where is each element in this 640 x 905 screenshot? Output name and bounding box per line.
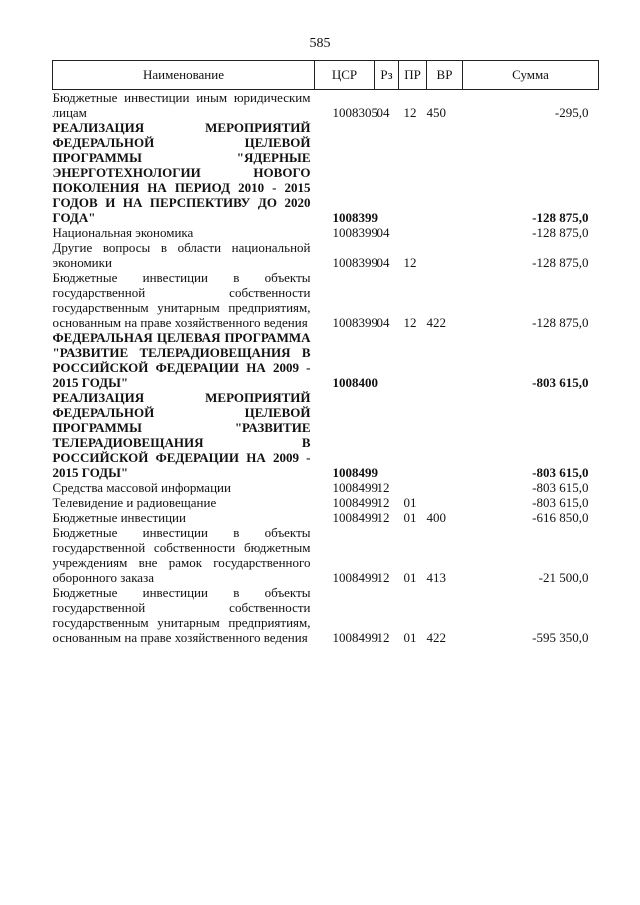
table-row [53,330,599,390]
row-rz: 04 [376,255,390,270]
row-rz: 12 [376,495,390,510]
table-row [53,225,599,240]
row-csr: 1008399 [332,225,378,240]
row-vr: 422 [426,315,446,330]
header-sum: Сумма [463,61,599,90]
row-vr: 450 [426,105,446,120]
row-name-text: РЕАЛИЗАЦИЯ МЕРОПРИЯТИЙ ФЕДЕРАЛЬНОЙ ЦЕЛЕВОЙ ПРОГРАММЫ "ЯДЕРНЫЕ ЭНЕРГОТЕХНОЛОГИИ НОВОГО ПОКОЛЕНИЯ НА ПЕРИОД 2010 - 2015 ГОДОВ И НА ПЕРСПЕКТИВУ ДО 2020 ГОДА" [52,120,311,225]
table-row [53,90,599,121]
row-csr: 1008399 [332,210,378,225]
row-name [53,480,315,495]
row-csr: 1008499 [332,510,378,525]
row-sum: -21 500,0 [538,570,589,585]
row-vr [427,495,463,510]
row-sum: -128 875,0 [532,210,589,225]
table-row [53,390,599,480]
row-pr: 01 [403,570,417,585]
table-row [53,480,599,495]
row-rz: 04 [376,315,390,330]
row-pr [399,390,427,480]
row-vr: 400 [426,510,446,525]
row-sum: -803 615,0 [532,480,589,495]
row-pr: 01 [403,495,417,510]
budget-table [52,60,599,645]
row-name-text: Телевидение и радиовещание [52,495,217,510]
row-sum: -128 875,0 [532,315,589,330]
row-name [53,585,315,645]
row-name [53,225,315,240]
row-name-text: Бюджетные инвестиции в объекты государственной собственности государственным унитарным предприятиям, основанным на праве хозяйственного ведения [52,585,311,645]
row-rz [375,120,399,225]
row-name [53,495,315,510]
row-rz: 12 [376,510,390,525]
table-row [53,495,599,510]
row-name-text: Другие вопросы в области национальной экономики [52,240,311,270]
row-name-text: Бюджетные инвестиции иным юридическим лицам [52,90,311,120]
row-csr: 1008305 [332,105,378,120]
row-rz [375,390,399,480]
row-name [53,120,315,225]
row-sum: -295,0 [554,105,589,120]
row-vr [427,225,463,240]
row-csr: 1008400 [332,375,378,390]
row-rz [375,330,399,390]
row-pr [399,480,427,495]
page-number: 585 [309,36,331,51]
row-name-text: Бюджетные инвестиции в объекты государственной собственности бюджетным учреждениям вне рамок государственного оборонного заказа [52,525,311,585]
table-header [53,61,599,90]
table-row [53,510,599,525]
table-body [53,90,599,646]
header-pr: ПР [399,61,427,90]
row-csr: 1008399 [332,255,378,270]
row-vr [427,240,463,270]
row-name [53,330,315,390]
row-pr [399,330,427,390]
row-name [53,510,315,525]
row-sum: -803 615,0 [532,465,589,480]
row-csr: 1008499 [332,570,378,585]
header-name: Наименование [53,61,315,90]
row-rz: 04 [376,105,390,120]
row-pr: 12 [403,105,417,120]
row-pr [399,120,427,225]
row-vr [427,390,463,480]
row-vr [427,120,463,225]
row-name-text: Национальная экономика [52,225,194,240]
header-csr: ЦСР [315,61,375,90]
table-row [53,120,599,225]
row-pr: 01 [403,630,417,645]
row-name [53,525,315,585]
row-name [53,90,315,121]
row-rz: 12 [376,480,390,495]
row-csr: 1008399 [332,315,378,330]
row-name-text: РЕАЛИЗАЦИЯ МЕРОПРИЯТИЙ ФЕДЕРАЛЬНОЙ ЦЕЛЕВОЙ ПРОГРАММЫ "РАЗВИТИЕ ТЕЛЕРАДИОВЕЩАНИЯ В РОССИЙСКОЙ ФЕДЕРАЦИИ НА 2009 - 2015 ГОДЫ" [52,390,311,480]
row-name [53,270,315,330]
row-sum: -595 350,0 [532,630,589,645]
row-name [53,390,315,480]
table-row [53,525,599,585]
row-pr: 12 [403,315,417,330]
row-name [53,240,315,270]
row-pr: 12 [403,255,417,270]
row-csr: 1008499 [332,465,378,480]
row-sum: -128 875,0 [532,225,589,240]
row-vr: 422 [426,630,446,645]
row-vr: 413 [426,570,446,585]
row-sum: -803 615,0 [532,375,589,390]
row-vr [427,330,463,390]
row-rz: 12 [376,570,390,585]
header-rz: Рз [375,61,399,90]
row-rz: 04 [376,225,390,240]
row-vr [427,480,463,495]
row-sum: -803 615,0 [532,495,589,510]
row-sum: -128 875,0 [532,255,589,270]
row-csr: 1008499 [332,480,378,495]
table-row [53,270,599,330]
header-vr: ВР [427,61,463,90]
table-row [53,240,599,270]
row-sum: -616 850,0 [532,510,589,525]
row-name-text: ФЕДЕРАЛЬНАЯ ЦЕЛЕВАЯ ПРОГРАММА "РАЗВИТИЕ ТЕЛЕРАДИОВЕЩАНИЯ В РОССИЙСКОЙ ФЕДЕРАЦИИ НА 2009 - 2015 ГОДЫ" [52,330,311,390]
row-name-text: Бюджетные инвестиции [52,510,186,525]
row-name-text: Средства массовой информации [52,480,231,495]
row-rz: 12 [376,630,390,645]
table-row [53,585,599,645]
row-pr [399,225,427,240]
row-csr: 1008499 [332,630,378,645]
row-name-text: Бюджетные инвестиции в объекты государственной собственности государственным унитарным предприятиям, основанным на праве хозяйственного ведения [52,270,311,330]
row-csr: 1008499 [332,495,378,510]
row-pr: 01 [403,510,417,525]
